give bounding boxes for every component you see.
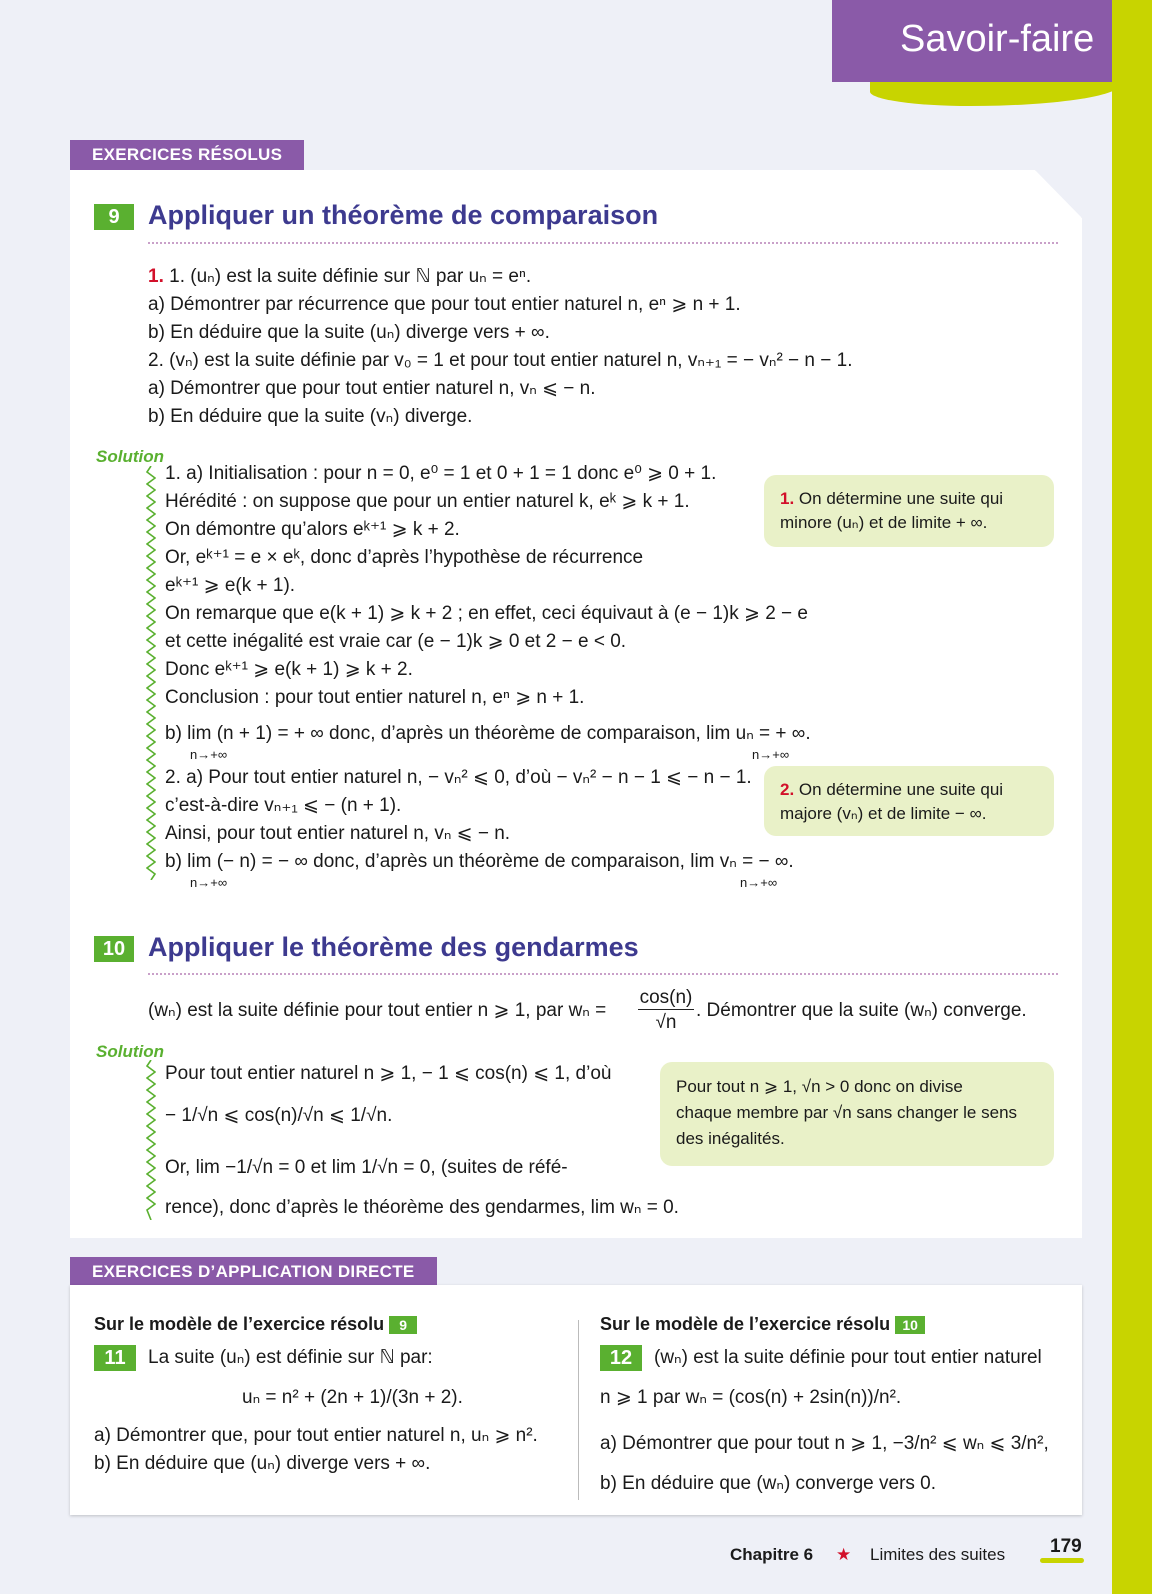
ex12-question-a: a) Démontrer que pour tout n ⩾ 1, −3/n² ⩽ wₙ ⩽ 3/n², [600,1433,1049,1454]
frac-denominator: √n [655,1012,677,1033]
method-note-1: 1. On détermine une suite qui minore (uₙ) et de limite + ∞. [764,475,1054,547]
ex9-statement-1b: b) En déduire que la suite (uₙ) diverge vers + ∞. [148,322,550,343]
ex9-solution-line-12: c’est-à-dire vₙ₊₁ ⩽ − (n + 1). [165,795,402,816]
ex9-solution-line-1: 1. a) Initialisation : pour n = 0, e⁰ = 1 et 0 + 1 = 1 donc e⁰ ⩾ 0 + 1. [165,463,717,484]
solution-bracket-10 [146,1060,156,1220]
ex9-statement-2b: b) En déduire que la suite (vₙ) diverge. [148,406,473,427]
ex9-statement-2: 2. (vₙ) est la suite définie par v₀ = 1 et pour tout entier naturel n, vₙ₊₁ = − vₙ² − n − 1. [148,350,853,371]
solution-label-9: Solution [96,447,164,466]
method-note-2: 2. On détermine une suite qui majore (vₙ) et de limite − ∞. [764,766,1054,836]
ex11-line-1: La suite (uₙ) est définie sur ℕ par: [148,1347,433,1368]
page-number-underline [1040,1558,1084,1563]
ex10-solution-line-2: − 1/√n ⩽ cos(n)/√n ⩽ 1/√n. [165,1105,393,1126]
ex9-solution-line-5: eᵏ⁺¹ ⩾ e(k + 1). [165,575,296,596]
page-number: 179 [1050,1536,1082,1557]
footer-chapter: Chapitre 6 [730,1545,814,1564]
exercise-number-11: 11 [94,1345,136,1371]
ex9-solution-line-7: et cette inégalité est vraie car (e − 1)k ⩾ 0 et 2 − e < 0. [165,631,627,652]
ex10-statement-a: (wₙ) est la suite définie pour tout entier n ⩾ 1, par wₙ = [148,1000,607,1021]
ex9-solution-line-3: On démontre qu’alors eᵏ⁺¹ ⩾ k + 2. [165,519,460,540]
ex9-solution-line-2: Hérédité : on suppose que pour un entier naturel k, eᵏ ⩾ k + 1. [165,491,690,512]
lim-subscript: n→+∞ [740,875,778,890]
ex9-statement-1a: a) Démontrer par récurrence que pour tout entier naturel n, eⁿ ⩾ n + 1. [148,294,741,315]
title-divider [148,242,1058,244]
ex11-question-b: b) En déduire que (uₙ) diverge vers + ∞. [94,1453,431,1474]
ex10-solution-line-4: rence), donc d’après le théorème des gendarmes, lim wₙ = 0. [165,1197,679,1218]
ex12-line-1: (wₙ) est la suite définie pour tout entier naturel [654,1347,1042,1368]
ex9-solution-line-6: On remarque que e(k + 1) ⩾ k + 2 ; en effet, ceci équivaut à (e − 1)k ⩾ 2 − e [165,603,809,624]
section-tab-resolved: EXERCICES RÉSOLUS [70,140,304,170]
title-divider [148,973,1058,975]
ex12-model-ref: Sur le modèle de l’exercice résolu 10 [600,1312,925,1336]
exercise-title-9: Appliquer un théorème de comparaison [148,200,659,230]
ex9-solution-line-4: Or, eᵏ⁺¹ = e × eᵏ, donc d’après l’hypothèse de récurrence [165,547,644,568]
lim-subscript: n→+∞ [752,747,790,762]
ex9-solution-line-13: Ainsi, pour tout entier naturel n, vₙ ⩽ − n. [165,823,511,844]
ex9-solution-line-8: Donc eᵏ⁺¹ ⩾ e(k + 1) ⩾ k + 2. [165,659,413,680]
section-tab-direct: EXERCICES D’APPLICATION DIRECTE [70,1257,437,1287]
footer-star-icon: ★ [836,1545,852,1564]
lim-subscript: n→+∞ [190,875,228,890]
ex10-statement-b: . Démontrer que la suite (wₙ) converge. [696,1000,1027,1021]
ex9-statement-1: 1. 1. (uₙ) est la suite définie sur ℕ par uₙ = eⁿ. [148,266,532,287]
ex9-solution-line-10: b) lim (n + 1) = + ∞ donc, d’après un théorème de comparaison, lim uₙ = + ∞. [165,723,811,744]
ex11-question-a: a) Démontrer que, pour tout entier naturel n, uₙ ⩾ n². [94,1425,538,1446]
solution-bracket-9 [146,466,156,880]
method-note-3: Pour tout n ⩾ 1, √n > 0 donc on divise chaque membre par √n sans changer le sens des inégalités. [660,1062,1054,1166]
exercise-title-10: Appliquer le théorème des gendarmes [148,932,639,962]
ex9-solution-line-14: b) lim (− n) = − ∞ donc, d’après un théorème de comparaison, lim vₙ = − ∞. [165,851,794,872]
exercise-number-12: 12 [600,1345,642,1371]
column-separator [578,1320,579,1500]
ex9-statement-2a: a) Démontrer que pour tout entier naturel n, vₙ ⩽ − n. [148,378,596,399]
ex12-line-2: n ⩾ 1 par wₙ = (cos(n) + 2sin(n))/n². [600,1387,902,1408]
ex11-model-ref: Sur le modèle de l’exercice résolu 9 [94,1312,417,1336]
ex12-question-b: b) En déduire que (wₙ) converge vers 0. [600,1473,937,1494]
exercise-number-9: 9 [94,204,134,230]
savoir-faire-tab: Savoir-faire [832,0,1112,82]
lim-subscript: n→+∞ [190,747,228,762]
ex9-solution-line-9: Conclusion : pour tout entier naturel n, eⁿ ⩾ n + 1. [165,687,585,708]
ex9-solution-line-11: 2. a) Pour tout entier naturel n, − vₙ² ⩽ 0, d’où − vₙ² − n − 1 ⩽ − n − 1. [165,767,752,788]
side-accent-bar [1112,0,1152,1594]
ex10-solution-line-1: Pour tout entier naturel n ⩾ 1, − 1 ⩽ cos(n) ⩽ 1, d’où [165,1063,612,1084]
ex10-solution-line-3: Or, lim −1/√n = 0 et lim 1/√n = 0, (suites de réfé- [165,1157,568,1178]
ex11-formula: uₙ = n² + (2n + 1)/(3n + 2). [242,1387,463,1408]
exercise-number-10: 10 [94,936,134,962]
footer-chapter-title: Limites des suites [870,1545,1006,1564]
solution-label-10: Solution [96,1042,164,1061]
frac-numerator: cos(n) [639,987,693,1008]
